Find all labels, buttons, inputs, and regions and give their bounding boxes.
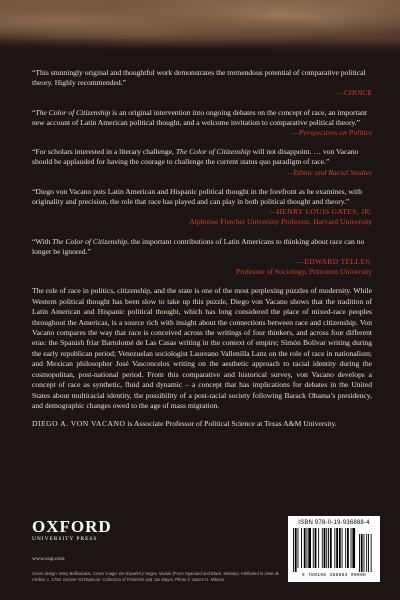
book-title-italic: The Color of Citizenship bbox=[52, 236, 128, 246]
attribution-dash: — bbox=[336, 88, 344, 98]
endorsement-quote-text bbox=[32, 68, 372, 88]
attribution-title: Professor of Sociology, Princeton University bbox=[236, 267, 372, 277]
barcode-bar bbox=[301, 528, 302, 568]
barcode-bar bbox=[326, 528, 327, 568]
book-title-italic: The Color of Citizenship bbox=[175, 147, 251, 157]
barcode-digits bbox=[293, 573, 375, 578]
barcode-bar bbox=[304, 528, 306, 568]
book-description: The role of race in politics, citizenship, and the state is one of the most perplexing puzzles of modernity. While Western political thought has been slow to take up this puzzle, Diego von Vacano shows that the tradition of Latin American and Hispanic political thought, which has long considered the place of mixed-race peoples throughout the Americas, is a source rich with insight about the connections between race and citizenship. Von Vacano compares the way that race is conceived across the writings of four thinkers, and across four different eras: the Spanish friar Bartolomé de Las Casas writing in the context of empire; Simón Bolívar writing during the early republican period; Venezuelan sociologist Laureano Vallenilla Lanz on the role of race in nationalism; and Mexican philosopher José Vasconcelos writing on the aesthetic approach to racial identity during the cosmopolitan, post-national period. From this comparative and historical survey, von Vacano develops a concept of race as synthetic, fluid and dynamic – a concept that has implications for debates in the United States about multiracial identity, the possibility of a post-racial society following Barack Obama’s presidency, and demographic changes owed to the age of mass migration. bbox=[32, 286, 372, 410]
barcode-bar bbox=[328, 528, 329, 568]
endorsement-attribution bbox=[32, 168, 372, 178]
endorsement-attribution bbox=[32, 257, 372, 267]
author-bio-text: is Associate Professor of Political Science at Texas A&M University. bbox=[125, 419, 337, 429]
cover-credits bbox=[32, 571, 282, 582]
attribution-source: EDWARD TELLES, bbox=[304, 257, 372, 267]
barcode-bar bbox=[342, 528, 343, 568]
attribution-dash: — bbox=[268, 207, 277, 217]
endorsement-quote bbox=[32, 237, 372, 278]
author-name: DIEGO A. VON VACANO bbox=[32, 419, 126, 429]
attribution-title: Alphonse Fletcher University Professor, Harvard University bbox=[189, 217, 372, 227]
endorsement-quote-text bbox=[32, 108, 372, 128]
barcode-addon-bar bbox=[371, 534, 372, 572]
barcode-bar bbox=[307, 528, 308, 568]
barcode-bar bbox=[345, 528, 346, 568]
barcode-bar bbox=[322, 528, 323, 568]
isbn-barcode bbox=[288, 516, 380, 582]
endorsement-attribution bbox=[32, 128, 372, 138]
barcode-addon-bar bbox=[364, 534, 365, 572]
barcode-bar bbox=[295, 528, 297, 572]
attribution-source: Ethnic and Racial Studies bbox=[293, 167, 372, 177]
barcode-bar bbox=[351, 528, 352, 568]
book-title-italic: The Color of Citizenship bbox=[35, 107, 111, 117]
barcode-bar bbox=[334, 528, 335, 568]
isbn-number: ISBN 978-0-19-936888-4 bbox=[298, 520, 370, 526]
quote-text: Cover design: Mary Belibasakis. Cover image: bbox=[32, 571, 120, 576]
endorsement-attribution bbox=[32, 207, 372, 217]
quote-text: “Diego von Vacano puts Latin American and Hispanic political thought in the forefront as he examines, with originality and precision, the role that race has played and can play in both political thought and theory.” bbox=[32, 186, 362, 207]
cover-artwork-strip bbox=[0, 0, 400, 52]
barcode-bar bbox=[318, 528, 319, 568]
endorsement-quote bbox=[32, 68, 372, 99]
barcode-main-digits: 9 780199 368884 bbox=[301, 573, 348, 578]
publisher-logo-wordmark: OXFORD bbox=[32, 517, 112, 536]
publisher-logo-subtitle: UNIVERSITY PRESS bbox=[32, 536, 98, 542]
barcode-addon-bar bbox=[366, 534, 367, 572]
barcode-bar bbox=[315, 528, 317, 568]
attribution-source: CHOICE bbox=[343, 88, 372, 98]
quote-text: is an original intervention into ongoing debates on the concept of race, an important new account of Latin American political thought, and a welcome invitation to comparative political theory.” bbox=[32, 107, 367, 127]
endorsement-quote bbox=[32, 108, 372, 139]
author-bio bbox=[32, 419, 372, 429]
quote-text: , the important contributions of Latin Americans to thinking about race can no longer be ignored.” bbox=[32, 236, 365, 256]
barcode-bar bbox=[298, 528, 299, 568]
barcode-addon-bar bbox=[359, 534, 360, 572]
endorsement-quote-text bbox=[32, 187, 372, 207]
barcode-bar bbox=[324, 528, 326, 568]
publisher-logo bbox=[32, 518, 112, 542]
barcode-bar bbox=[313, 528, 314, 568]
quote-text: “With bbox=[32, 236, 53, 246]
quote-text: will not disappoint. … von Vacano should be applauded for having the courage to challenge the current status quo paradigm of race.” bbox=[32, 147, 359, 167]
barcode-bar bbox=[339, 528, 341, 568]
barcode-bar bbox=[308, 528, 311, 568]
endorsement-quote-text bbox=[32, 147, 372, 167]
barcode-bar bbox=[352, 528, 355, 568]
barcode-bar bbox=[347, 528, 349, 568]
attribution-dash: — bbox=[296, 257, 305, 267]
barcode-bar bbox=[330, 528, 332, 568]
barcode-addon-bar bbox=[361, 534, 363, 572]
attribution-source: HENRY LOUIS GATES, JR. bbox=[276, 207, 372, 217]
endorsement-attribution bbox=[32, 88, 372, 98]
quote-text: “For scholars interested in a literary challenge, bbox=[32, 147, 176, 157]
quote-text: (From Spaniard and Black, Mulatto). Attributed to José de Alcíbar, c. 1760. Denver Art Museum: Collection of Frederick and Jan Mayer. Photo © James O. Milmoe bbox=[32, 571, 280, 582]
attribution-dash: — bbox=[292, 128, 300, 138]
barcode-bar bbox=[293, 528, 294, 572]
endorsements bbox=[32, 68, 372, 277]
endorsement-quote-text bbox=[32, 237, 372, 257]
quote-text: “This stunningly original and thoughtful work demonstrates the tremendous potential of comparative political theory. Highly recommended.” bbox=[32, 68, 366, 88]
back-cover-text bbox=[32, 68, 372, 430]
barcode-bars bbox=[293, 528, 375, 572]
barcode-addon-bar bbox=[368, 534, 369, 572]
book-title-italic: De Español y Negra, Mulato bbox=[119, 571, 172, 576]
endorsement-quote bbox=[32, 147, 372, 178]
publisher-url: www.oup.com bbox=[32, 556, 65, 562]
endorsement-quote bbox=[32, 187, 372, 228]
quote-text: “ bbox=[32, 107, 36, 117]
barcode-addon-digits: 90000 bbox=[350, 573, 367, 578]
attribution-dash: — bbox=[286, 167, 294, 177]
attribution-source: Perspectives on Politics bbox=[299, 128, 372, 138]
barcode-bar bbox=[336, 528, 338, 568]
